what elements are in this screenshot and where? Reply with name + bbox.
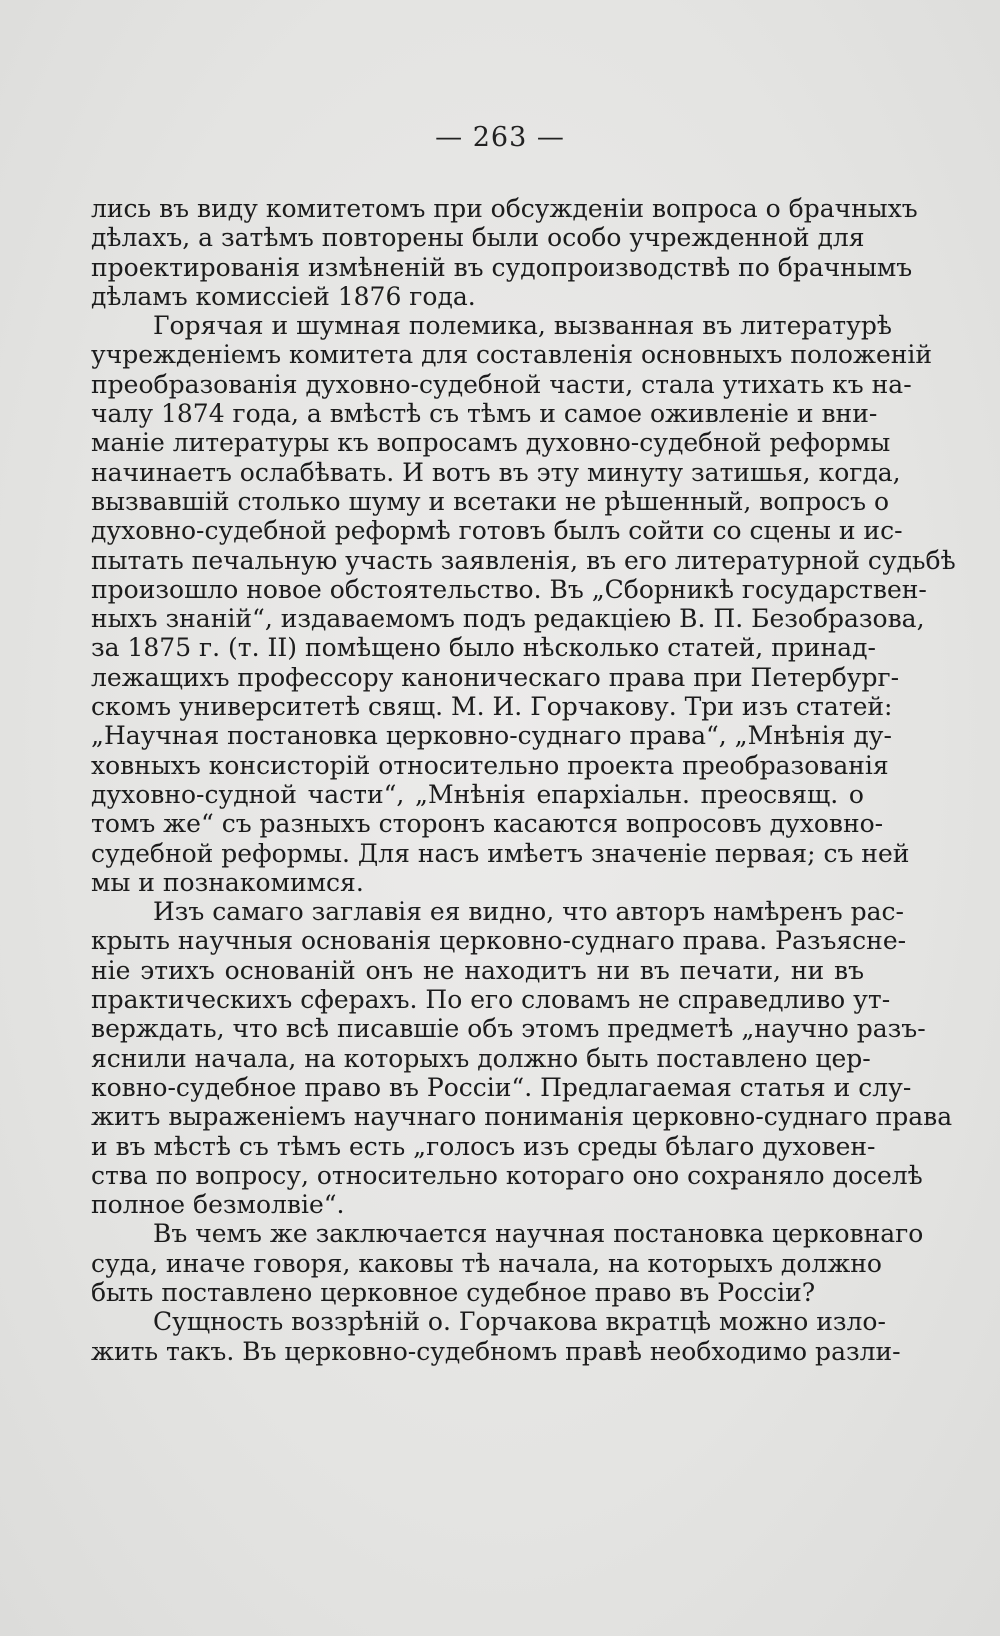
text-line: преобразованія духовно-судебной части, стала утихать къ на-	[91, 369, 912, 399]
text-line: маніе литературы къ вопросамъ духовно-судебной реформы	[91, 428, 891, 458]
text-line: произошло новое обстоятельство. Въ „Сборникѣ государствен-	[91, 574, 927, 604]
text-line: и въ мѣстѣ съ тѣмъ есть „голосъ изъ среды бѣлаго духовен-	[91, 1131, 876, 1161]
text-line: житъ выраженіемъ научнаго пониманія церковно-суднаго права	[91, 1102, 953, 1132]
text-line: верждать, что всѣ писавшіе объ этомъ предметѣ „научно разъ-	[91, 1014, 926, 1044]
text-line: лежащихъ профессору каноническаго права при Петербург-	[91, 662, 900, 692]
text-line: Горячая и шумная полемика, вызванная въ литературѣ	[153, 311, 892, 341]
text-line: ныхъ знаній“, издаваемомъ подъ редакціею В. П. Безобразова,	[91, 604, 925, 634]
text-line: скомъ университетѣ свящ. М. И. Горчакову. Три изъ статей:	[91, 692, 893, 722]
text-line: мы и познакомимся.	[91, 867, 364, 897]
text-line: духовно-судной части“, „Мнѣнія епархіальн. преосвящ. о	[91, 779, 864, 809]
text-line: вызвавшій столько шуму и всетаки не рѣшенный, вопросъ о	[91, 486, 890, 516]
text-line: проектированія измѣненій въ судопроизводствѣ по брачнымъ	[91, 252, 913, 282]
page-number: — 263 —	[435, 122, 565, 153]
text-line: дѣламъ комиссіей 1876 года.	[91, 281, 476, 311]
text-line: ковно-судебное право въ Россіи“. Предлагаемая статья и слу-	[91, 1072, 912, 1102]
text-line: ніе этихъ основаній онъ не находитъ ни въ печати, ни въ	[91, 955, 864, 985]
text-line: яснили начала, на которыхъ должно быть поставлено цер-	[91, 1043, 871, 1073]
text-line: быть поставлено церковное судебное право въ Россіи?	[91, 1277, 816, 1307]
text-line: Изъ самаго заглавія ея видно, что авторъ намѣренъ рас-	[153, 897, 904, 927]
text-line: учрежденіемъ комитета для составленія основныхъ положеній	[91, 340, 933, 370]
text-line: дѣлахъ, а затѣмъ повторены были особо учрежденной для	[91, 223, 865, 253]
text-line: томъ же“ съ разныхъ сторонъ касаются вопросовъ духовно-	[91, 809, 884, 839]
text-line: духовно-судебной реформѣ готовъ былъ сойти со сцены и ис-	[91, 516, 903, 546]
text-line: ства по вопросу, относительно котораго оно сохраняло доселѣ	[91, 1160, 923, 1190]
text-line: ховныхъ консисторій относительно проекта преобразованія	[91, 750, 889, 780]
text-line: пытать печальную участь заявленія, въ его литературной судьбѣ	[91, 545, 956, 575]
body-text	[91, 194, 956, 1366]
text-line: за 1875 г. (т. II) помѣщено было нѣсколько статей, принад-	[91, 633, 876, 663]
text-line: чалу 1874 года, а вмѣстѣ съ тѣмъ и самое оживленіе и вни-	[91, 399, 878, 429]
text-line: лись въ виду комитетомъ при обсужденіи вопроса о брачныхъ	[91, 194, 918, 223]
text-line: Въ чемъ же заключается научная постановка церковнаго	[153, 1219, 924, 1249]
text-line: судебной реформы. Для насъ имѣетъ значеніе первая; съ ней	[91, 838, 910, 868]
text-line: начинаетъ ослабѣвать. И вотъ въ эту минуту затишья, когда,	[91, 457, 901, 487]
text-line: крыть научныя основанія церковно-суднаго права. Разъясне-	[91, 926, 907, 956]
text-line: практическихъ сферахъ. По его словамъ не справедливо ут-	[91, 985, 891, 1015]
text-line: полное безмолвіе“.	[91, 1190, 345, 1220]
text-line: жить такъ. Въ церковно-судебномъ правѣ необходимо разли-	[91, 1336, 901, 1366]
text-line: „Научная постановка церковно-суднаго права“, „Мнѣнія ду-	[91, 721, 892, 751]
text-line: Сущность воззрѣній о. Горчакова вкратцѣ можно изло-	[153, 1307, 886, 1337]
text-line: суда, иначе говоря, каковы тѣ начала, на которыхъ должно	[91, 1248, 882, 1278]
